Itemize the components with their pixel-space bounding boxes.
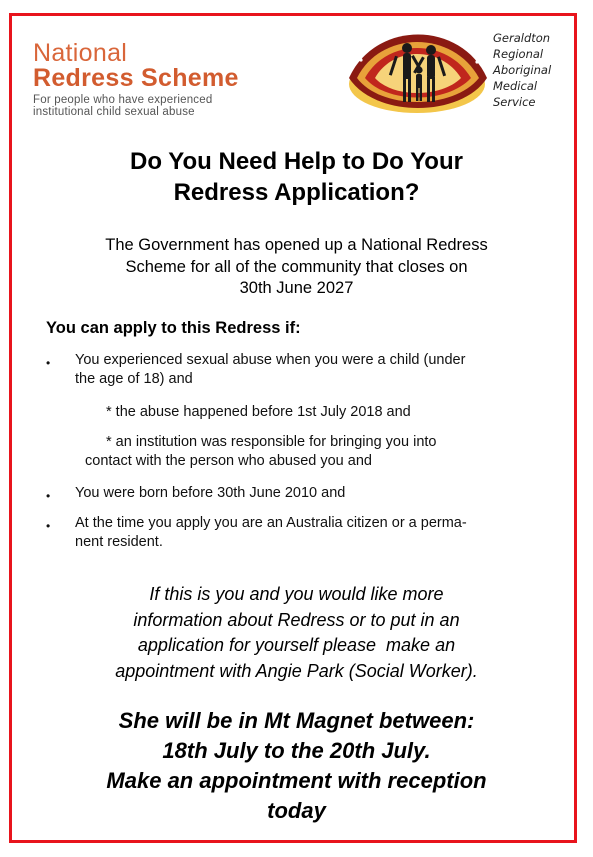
intro-line3: 30th June 2027 [239, 279, 354, 297]
intro-line2: Scheme for all of the community that closes on [125, 257, 468, 276]
list-item [75, 351, 545, 389]
nrs-tagline-2: institutional child sexual abuse [33, 106, 195, 118]
info-line2: information about Redress or to put in an [133, 609, 460, 630]
item1-line2: the age of 18) and [75, 371, 193, 387]
bullet-3: • [46, 519, 51, 533]
callout-line4: today [267, 798, 326, 823]
sub-item-institution [85, 433, 545, 471]
info-line4: appointment with Angie Park (Social Worker). [115, 660, 478, 681]
callout-line2: 18th July to the 20th July. [162, 738, 431, 763]
info-line3: application for yourself please make an [137, 635, 456, 655]
item3-line2: nent resident. [75, 534, 163, 550]
geraldton-regional-aboriginal-medical-service-logo [345, 26, 575, 118]
bullet-1: • [46, 356, 51, 370]
intro-paragraph [40, 235, 553, 300]
item3-line1: At the time you apply you are an Australia citizen or a perma- [75, 515, 467, 531]
info-line1: If this is you and you would like more [149, 584, 444, 604]
national-redress-scheme-logo [33, 41, 303, 118]
info-paragraph [40, 582, 553, 684]
graams-logo-text [493, 30, 583, 110]
item1-line1: You experienced sexual abuse when you were a child (under [75, 352, 466, 368]
nrs-tagline-1: For people who have experienced [33, 94, 213, 106]
headline-line1: Do You Need Help to Do Your [130, 148, 463, 175]
visit-callout [40, 706, 553, 826]
poster-headline [40, 146, 553, 208]
intro-line1: The Government has opened up a National Redress [105, 236, 488, 254]
nrs-logo-line2: Redress Scheme [33, 64, 239, 92]
nrs-logo-line1: National [33, 39, 128, 67]
graams-line-1: Geraldton [493, 31, 551, 45]
callout-line3: Make an appointment with reception [106, 768, 487, 793]
aboriginal-family-artwork-icon [345, 26, 495, 118]
sub-item-date: * the abuse happened before 1st July 2018 and [106, 404, 411, 420]
eligibility-heading: You can apply to this Redress if: [46, 319, 301, 337]
graams-line-2: Regional [493, 47, 544, 61]
sub2-line2: contact with the person who abused you and [85, 453, 372, 469]
graams-line-4: Medical [493, 79, 538, 93]
sub2-line1: * an institution was responsible for bringing you into [106, 434, 437, 450]
graams-line-5: Service [493, 95, 536, 109]
list-item: You were born before 30th June 2010 and [75, 485, 346, 501]
graams-line-3: Aboriginal [493, 63, 552, 77]
bullet-2: • [46, 489, 51, 503]
headline-line2: Redress Application? [173, 179, 420, 206]
callout-line1: She will be in Mt Magnet between: [118, 708, 475, 733]
list-item [75, 514, 545, 552]
